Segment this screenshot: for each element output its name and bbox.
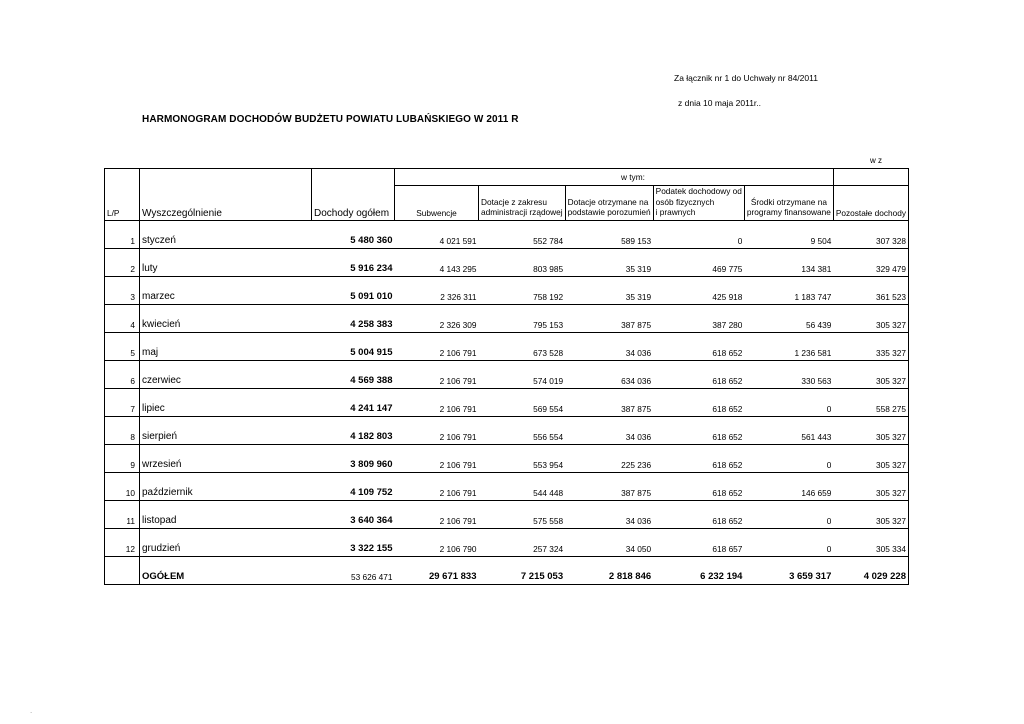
- cell-total-value: 5 916 234: [350, 262, 393, 274]
- cell-dotacje-adm: [479, 500, 566, 528]
- cell-name: [140, 304, 312, 332]
- col-header-lp: [105, 169, 140, 221]
- cell-dotacje-por: [565, 248, 653, 276]
- cell-dotacje-adm-value: 544 448: [533, 487, 564, 498]
- cell-podatek-value: 618 652: [712, 347, 743, 358]
- col-header-podatek: [653, 186, 744, 220]
- cell-pozostale-value: 305 327: [875, 319, 906, 330]
- cell-lp-value: 12: [125, 543, 135, 554]
- cell-dotacje-por: [565, 276, 653, 304]
- cell-podatek: [653, 276, 744, 304]
- cell-total: [312, 388, 395, 416]
- cell-dotacje-por: [565, 416, 653, 444]
- header-row-group: [105, 169, 909, 186]
- cell-total: [312, 332, 395, 360]
- cell-pozostale: [833, 360, 908, 388]
- col-header-dotacje-adm-line2: administracji rządowej: [481, 207, 563, 217]
- cell-total: [312, 416, 395, 444]
- totals-lp: [105, 556, 140, 584]
- cell-total-value: 5 480 360: [350, 234, 393, 246]
- cell-dotacje-por-value: 225 236: [621, 459, 652, 470]
- cell-srodki-value: 9 504: [810, 235, 832, 246]
- cell-dotacje-adm-value: 673 528: [533, 347, 564, 358]
- totals-dotacje-adm-value: 7 215 053: [520, 570, 564, 582]
- table-row: [105, 500, 909, 528]
- totals-pozostale-value: 4 029 228: [863, 570, 906, 582]
- totals-dotacje-por-value: 2 818 846: [608, 570, 652, 582]
- cell-srodki: [744, 528, 833, 556]
- cell-pozostale-value: 335 327: [875, 347, 906, 358]
- cell-dotacje-por: [565, 220, 653, 248]
- document-title: HARMONOGRAM DOCHODÓW BUDŻETU POWIATU LUBAŃSKIEGO W 2011 R: [142, 114, 519, 125]
- cell-dotacje-por: [565, 332, 653, 360]
- cell-subwencje-value: 2 106 791: [439, 515, 477, 526]
- cell-srodki: [744, 332, 833, 360]
- cell-dotacje-adm: [479, 220, 566, 248]
- cell-srodki-value: 330 563: [801, 375, 832, 386]
- cell-subwencje-value: 2 106 791: [439, 375, 477, 386]
- cell-podatek-value: 0: [737, 235, 743, 246]
- revenue-schedule-table: [104, 168, 909, 585]
- cell-name: [140, 276, 312, 304]
- cell-dotacje-por-value: 34 050: [625, 543, 652, 554]
- cell-pozostale: [833, 248, 908, 276]
- cell-podatek-value: 618 652: [712, 403, 743, 414]
- totals-podatek: [653, 556, 744, 584]
- totals-label-text: OGÓŁEM: [142, 570, 185, 582]
- cell-dotacje-adm: [479, 528, 566, 556]
- cell-name-value: listopad: [142, 514, 177, 526]
- cell-podatek-value: 618 652: [712, 515, 743, 526]
- cell-podatek-value: 618 652: [712, 375, 743, 386]
- cell-dotacje-adm-value: 803 985: [533, 263, 564, 274]
- table-row: [105, 248, 909, 276]
- cell-podatek: [653, 332, 744, 360]
- cell-pozostale-value: 558 275: [875, 403, 906, 414]
- cell-lp: [105, 472, 140, 500]
- cell-name-value: kwiecień: [142, 318, 181, 330]
- cell-pozostale-value: 305 327: [875, 515, 906, 526]
- cell-dotacje-por: [565, 500, 653, 528]
- cell-lp: [105, 500, 140, 528]
- cell-dotacje-adm-value: 795 153: [533, 319, 564, 330]
- cell-dotacje-por-value: 35 319: [625, 291, 652, 302]
- cell-dotacje-por-value: 34 036: [625, 515, 652, 526]
- cell-lp: [105, 528, 140, 556]
- cell-subwencje: [395, 332, 479, 360]
- col-header-dotacje-adm-line1: Dotacje z zakresu: [481, 196, 547, 207]
- table-row: [105, 276, 909, 304]
- cell-subwencje: [395, 472, 479, 500]
- totals-podatek-value: 6 232 194: [700, 570, 743, 582]
- cell-dotacje-adm-value: 552 784: [533, 235, 564, 246]
- cell-dotacje-por-value: 387 875: [621, 319, 652, 330]
- cell-srodki-value: 134 381: [801, 263, 832, 274]
- cell-dotacje-por-value: 34 036: [625, 431, 652, 442]
- cell-lp-value: 9: [130, 459, 135, 470]
- annex-reference: Za łącznik nr 1 do Uchwały nr 84/2011: [674, 73, 818, 83]
- cell-pozostale: [833, 220, 908, 248]
- cell-dotacje-por: [565, 528, 653, 556]
- col-header-group-end: [833, 169, 908, 186]
- cell-dotacje-por: [565, 444, 653, 472]
- cell-dotacje-adm-value: 575 558: [533, 515, 564, 526]
- col-header-pozostale: [833, 186, 908, 220]
- cell-pozostale-value: 305 334: [875, 543, 906, 554]
- cell-name-value: sierpień: [142, 430, 178, 442]
- col-header-srodki: [744, 186, 833, 220]
- totals-subwencje-value: 29 671 833: [428, 570, 477, 582]
- cell-name-value: czerwiec: [142, 374, 181, 386]
- cell-subwencje: [395, 304, 479, 332]
- cell-podatek: [653, 360, 744, 388]
- cell-podatek: [653, 248, 744, 276]
- cell-srodki: [744, 220, 833, 248]
- cell-dotacje-adm: [479, 276, 566, 304]
- cell-pozostale: [833, 472, 908, 500]
- cell-total-value: 4 182 803: [350, 430, 393, 442]
- cell-srodki-value: 146 659: [801, 487, 832, 498]
- cell-subwencje: [395, 388, 479, 416]
- totals-total: [312, 556, 395, 584]
- table-row: [105, 360, 909, 388]
- cell-total-value: 3 640 364: [350, 514, 393, 526]
- cell-dotacje-adm-value: 556 554: [533, 431, 564, 442]
- cell-lp-value: 2: [130, 263, 135, 274]
- cell-lp: [105, 304, 140, 332]
- cell-srodki-value: 561 443: [801, 431, 832, 442]
- cell-dotacje-adm: [479, 360, 566, 388]
- cell-dotacje-adm: [479, 472, 566, 500]
- cell-name-value: październik: [142, 486, 193, 498]
- cell-dotacje-por: [565, 388, 653, 416]
- col-header-pozostale-text: Pozostałe dochody: [835, 207, 906, 218]
- cell-lp: [105, 360, 140, 388]
- cell-podatek: [653, 388, 744, 416]
- cell-dotacje-por-value: 387 875: [621, 403, 652, 414]
- cell-name: [140, 332, 312, 360]
- cell-total-value: 4 258 383: [350, 318, 393, 330]
- cell-subwencje: [395, 360, 479, 388]
- cell-pozostale: [833, 500, 908, 528]
- cell-pozostale-value: 307 328: [875, 235, 906, 246]
- col-header-podatek-line1: Podatek dochodowy od: [655, 186, 742, 196]
- cell-pozostale-value: 305 327: [875, 487, 906, 498]
- cell-lp-value: 3: [130, 291, 135, 302]
- col-header-dotacje-por-line2: podstawie porozumień: [567, 207, 651, 217]
- cell-total: [312, 444, 395, 472]
- cell-lp-value: 1: [130, 235, 135, 246]
- totals-total-value: 53 626 471: [350, 571, 393, 582]
- cell-podatek-value: 618 652: [712, 431, 743, 442]
- col-header-total: [312, 169, 395, 221]
- cell-lp: [105, 276, 140, 304]
- table-row: [105, 388, 909, 416]
- cell-total: [312, 276, 395, 304]
- cell-total: [312, 472, 395, 500]
- cell-dotacje-adm: [479, 304, 566, 332]
- page-corner-mark: .: [30, 706, 33, 715]
- cell-srodki: [744, 304, 833, 332]
- cell-lp: [105, 332, 140, 360]
- cell-pozostale: [833, 416, 908, 444]
- cell-srodki-value: 1 236 581: [794, 347, 832, 358]
- cell-name: [140, 360, 312, 388]
- table-row: [105, 220, 909, 248]
- col-header-srodki-line1: Środki otrzymane na: [750, 196, 827, 207]
- cell-srodki: [744, 360, 833, 388]
- col-header-name-text: Wyszczególnienie: [142, 207, 222, 219]
- cell-total-value: 4 109 752: [350, 486, 393, 498]
- cell-pozostale: [833, 332, 908, 360]
- cell-subwencje-value: 2 326 309: [439, 319, 477, 330]
- cell-name: [140, 472, 312, 500]
- cell-pozostale: [833, 388, 908, 416]
- cell-dotacje-adm-value: 553 954: [533, 459, 564, 470]
- cell-subwencje: [395, 416, 479, 444]
- col-header-srodki-line2: programy finansowane: [746, 207, 831, 217]
- cell-pozostale: [833, 276, 908, 304]
- col-header-podatek-line3: i prawnych: [655, 207, 696, 217]
- cell-dotacje-adm-value: 574 019: [533, 375, 564, 386]
- col-header-lp-text: L/P: [107, 207, 120, 218]
- cell-lp-value: 6: [130, 375, 135, 386]
- cell-dotacje-por: [565, 472, 653, 500]
- cell-name: [140, 528, 312, 556]
- cell-name-value: styczeń: [142, 234, 176, 246]
- col-header-name: [140, 169, 312, 221]
- cell-pozostale-value: 361 523: [875, 291, 906, 302]
- cell-srodki: [744, 444, 833, 472]
- cell-srodki-value: 1 183 747: [794, 291, 832, 302]
- cell-subwencje: [395, 276, 479, 304]
- totals-dotacje-adm: [479, 556, 566, 584]
- cell-pozostale-value: 329 479: [875, 263, 906, 274]
- cell-srodki: [744, 248, 833, 276]
- cell-lp-value: 10: [125, 487, 135, 498]
- cell-dotacje-por: [565, 304, 653, 332]
- cell-total-value: 4 241 147: [350, 402, 393, 414]
- cell-srodki-value: 0: [826, 403, 832, 414]
- cell-dotacje-adm-value: 257 324: [533, 543, 564, 554]
- cell-podatek-value: 469 775: [712, 263, 743, 274]
- totals-row: [105, 556, 909, 584]
- cell-name: [140, 248, 312, 276]
- totals-subwencje: [395, 556, 479, 584]
- annex-date: z dnia 10 maja 2011r..: [678, 98, 762, 108]
- col-header-podatek-line2: osób fizycznych: [655, 196, 715, 207]
- cell-dotacje-por-value: 34 036: [625, 347, 652, 358]
- cell-total-value: 5 004 915: [350, 346, 393, 358]
- cell-subwencje-value: 4 143 295: [439, 263, 477, 274]
- col-header-total-text: Dochody ogółem: [314, 207, 390, 219]
- cell-subwencje: [395, 500, 479, 528]
- cell-srodki: [744, 276, 833, 304]
- cell-srodki: [744, 388, 833, 416]
- cell-lp: [105, 444, 140, 472]
- table-body: [105, 220, 909, 556]
- cell-dotacje-adm: [479, 416, 566, 444]
- cell-podatek-value: 618 652: [712, 459, 743, 470]
- cell-lp-value: 7: [130, 403, 135, 414]
- table-row: [105, 528, 909, 556]
- cell-subwencje-value: 2 106 791: [439, 459, 477, 470]
- cell-dotacje-adm: [479, 248, 566, 276]
- col-header-subwencje-text: Subwencje: [416, 207, 457, 218]
- col-header-group: [395, 169, 834, 186]
- cell-dotacje-adm-value: 758 192: [533, 291, 564, 302]
- cell-lp: [105, 388, 140, 416]
- cell-dotacje-por-value: 35 319: [625, 263, 652, 274]
- cell-dotacje-adm: [479, 388, 566, 416]
- cell-pozostale-value: 305 327: [875, 431, 906, 442]
- cell-dotacje-por-value: 387 875: [621, 487, 652, 498]
- cell-lp-value: 11: [126, 515, 135, 526]
- cell-podatek: [653, 444, 744, 472]
- cell-lp-value: 5: [130, 347, 135, 358]
- cell-pozostale: [833, 444, 908, 472]
- table-row: [105, 444, 909, 472]
- totals-label: [140, 556, 312, 584]
- col-header-subwencje: [395, 186, 479, 220]
- cell-name-value: maj: [142, 346, 159, 358]
- cell-name: [140, 444, 312, 472]
- cell-srodki-value: 0: [826, 543, 832, 554]
- cell-podatek-value: 618 652: [712, 487, 743, 498]
- cell-dotacje-adm-value: 569 554: [533, 403, 564, 414]
- cell-podatek-value: 618 657: [712, 543, 743, 554]
- cell-podatek: [653, 416, 744, 444]
- cell-subwencje-value: 4 021 591: [439, 235, 477, 246]
- cell-subwencje: [395, 528, 479, 556]
- cell-podatek-value: 387 280: [712, 319, 743, 330]
- cell-dotacje-por-value: 589 153: [621, 235, 652, 246]
- cell-srodki: [744, 416, 833, 444]
- cell-lp: [105, 416, 140, 444]
- cell-dotacje-adm: [479, 332, 566, 360]
- totals-dotacje-por: [565, 556, 653, 584]
- cell-total: [312, 220, 395, 248]
- cell-podatek: [653, 220, 744, 248]
- cell-pozostale-value: 305 327: [875, 375, 906, 386]
- cell-total: [312, 304, 395, 332]
- table-row: [105, 472, 909, 500]
- cell-podatek: [653, 528, 744, 556]
- col-header-dotacje-por-line1: Dotacje otrzymane na: [567, 196, 649, 207]
- cell-pozostale-value: 305 327: [875, 459, 906, 470]
- cell-podatek: [653, 472, 744, 500]
- cell-name-value: marzec: [142, 290, 175, 302]
- table-row: [105, 332, 909, 360]
- cell-total-value: 5 091 010: [350, 290, 393, 302]
- cell-srodki-value: 0: [826, 459, 832, 470]
- table-row: [105, 416, 909, 444]
- cell-subwencje: [395, 444, 479, 472]
- cell-total: [312, 360, 395, 388]
- col-header-group-text: w tym:: [620, 172, 645, 182]
- cell-subwencje-value: 2 106 791: [439, 403, 477, 414]
- cell-pozostale: [833, 528, 908, 556]
- cell-name: [140, 388, 312, 416]
- cell-srodki: [744, 500, 833, 528]
- corner-note: w z: [870, 156, 882, 165]
- cell-podatek-value: 425 918: [712, 291, 743, 302]
- cell-srodki-value: 0: [826, 515, 832, 526]
- cell-total-value: 3 322 155: [350, 542, 393, 554]
- cell-name-value: lipiec: [142, 402, 165, 414]
- table-row: [105, 304, 909, 332]
- cell-name-value: grudzień: [142, 542, 181, 554]
- cell-srodki-value: 56 439: [805, 319, 832, 330]
- cell-dotacje-por-value: 634 036: [621, 375, 652, 386]
- cell-lp: [105, 248, 140, 276]
- cell-lp: [105, 220, 140, 248]
- cell-total: [312, 248, 395, 276]
- cell-name-value: wrzesień: [142, 458, 182, 470]
- totals-srodki-value: 3 659 317: [789, 570, 832, 582]
- cell-name-value: luty: [142, 262, 158, 274]
- totals-srodki: [744, 556, 833, 584]
- cell-dotacje-adm: [479, 444, 566, 472]
- cell-podatek: [653, 500, 744, 528]
- cell-total: [312, 500, 395, 528]
- cell-podatek: [653, 304, 744, 332]
- cell-subwencje: [395, 248, 479, 276]
- cell-lp-value: 4: [130, 319, 135, 330]
- cell-subwencje-value: 2 106 791: [439, 487, 477, 498]
- col-header-dotacje-por: [565, 186, 653, 220]
- cell-name: [140, 416, 312, 444]
- cell-subwencje-value: 2 326 311: [440, 291, 477, 302]
- cell-name: [140, 500, 312, 528]
- cell-subwencje-value: 2 106 791: [439, 347, 477, 358]
- cell-subwencje-value: 2 106 791: [439, 431, 477, 442]
- cell-lp-value: 8: [130, 431, 135, 442]
- cell-pozostale: [833, 304, 908, 332]
- cell-name: [140, 220, 312, 248]
- cell-subwencje-value: 2 106 790: [439, 543, 477, 554]
- cell-total-value: 4 569 388: [350, 374, 393, 386]
- cell-dotacje-por: [565, 360, 653, 388]
- cell-total: [312, 528, 395, 556]
- col-header-dotacje-adm: [479, 186, 566, 220]
- cell-srodki: [744, 472, 833, 500]
- cell-total-value: 3 809 960: [350, 458, 393, 470]
- cell-subwencje: [395, 220, 479, 248]
- totals-pozostale: [833, 556, 908, 584]
